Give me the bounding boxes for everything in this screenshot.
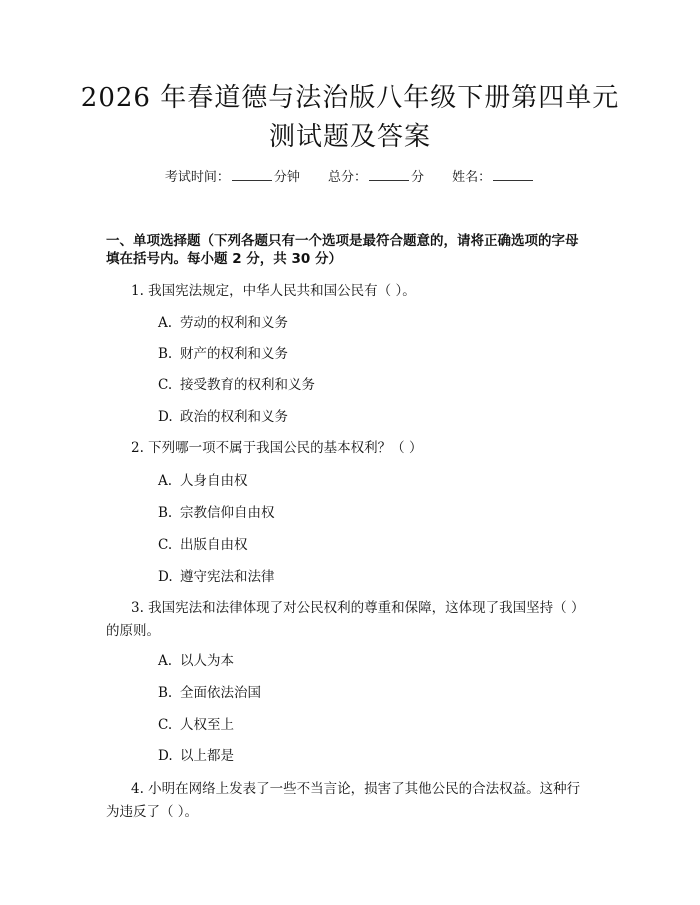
question-1-option-a (158, 313, 288, 333)
option-letter: A. (158, 315, 173, 331)
question-1-option-d (158, 407, 288, 427)
option-letter: B. (158, 346, 173, 362)
question-3-text-line-1: 3. 我国宪法和法律体现了对公民权利的尊重和保障，这体现了我国坚持（ ） (131, 600, 585, 616)
option-letter: D. (158, 748, 173, 764)
question-1-option-b (158, 344, 288, 364)
total-score-label: 总分： (327, 170, 367, 185)
question-1-option-c (158, 375, 315, 395)
option-letter: A. (158, 653, 173, 669)
question-3-option-c (158, 715, 234, 735)
option-text: 财产的权利和义务 (180, 346, 288, 362)
name-blank (493, 167, 533, 181)
question-2-option-a (158, 471, 248, 491)
question-2-option-b (158, 503, 275, 523)
section-heading-line-2: 填在括号内。每小题 2 分，共 30 分） (106, 251, 342, 267)
section-heading-line-1: 一、单项选择题（下列各题只有一个选项是最符合题意的，请将正确选项的字母 (106, 233, 579, 249)
question-2-option-c (158, 535, 248, 555)
option-letter: D. (158, 409, 173, 425)
option-letter: B. (158, 685, 173, 701)
option-text: 全面依法治国 (180, 685, 261, 701)
option-letter: B. (158, 505, 173, 521)
exam-info-row (0, 167, 700, 188)
page-title-line-1: 2026 年春道德与法治版八年级下册第四单元 (80, 83, 620, 113)
option-letter: C. (158, 717, 173, 733)
option-text: 以人为本 (180, 653, 234, 669)
name-field (452, 167, 535, 188)
option-text: 人权至上 (180, 717, 234, 733)
question-3-option-a (158, 651, 234, 671)
exam-time-blank (232, 167, 272, 181)
option-text: 政治的权利和义务 (180, 409, 288, 425)
question-3-option-d (158, 746, 234, 766)
question-1-text: 1. 我国宪法规定，中华人民共和国公民有（ ）。 (131, 283, 416, 299)
question-3-text-line-2: 的原则。 (106, 623, 160, 639)
option-text: 劳动的权利和义务 (180, 315, 288, 331)
page-title-line-2: 测试题及答案 (268, 122, 431, 152)
total-score-unit: 分 (411, 170, 425, 185)
exam-time-field (165, 167, 300, 188)
option-text: 遵守宪法和法律 (180, 569, 275, 585)
question-4-text-line-2: 为违反了（ ）。 (106, 804, 199, 820)
exam-time-label: 考试时间： (164, 170, 230, 185)
option-text: 接受教育的权利和义务 (180, 377, 315, 393)
option-text: 人身自由权 (180, 473, 248, 489)
total-score-field (328, 167, 424, 188)
total-score-blank (369, 167, 409, 181)
question-3-option-b (158, 683, 261, 703)
option-letter: A. (158, 473, 173, 489)
option-letter: C. (158, 377, 173, 393)
name-label: 姓名： (452, 170, 492, 185)
question-2-option-d (158, 567, 275, 587)
option-text: 以上都是 (180, 748, 234, 764)
option-letter: D. (158, 569, 173, 585)
option-text: 出版自由权 (180, 537, 248, 553)
option-text: 宗教信仰自由权 (180, 505, 275, 521)
option-letter: C. (158, 537, 173, 553)
question-4-text-line-1: 4. 小明在网络上发表了一些不当言论，损害了其他公民的合法权益。这种行 (131, 781, 581, 797)
question-2-text: 2. 下列哪一项不属于我国公民的基本权利？（ ） (131, 440, 423, 456)
exam-time-unit: 分钟 (273, 170, 300, 185)
